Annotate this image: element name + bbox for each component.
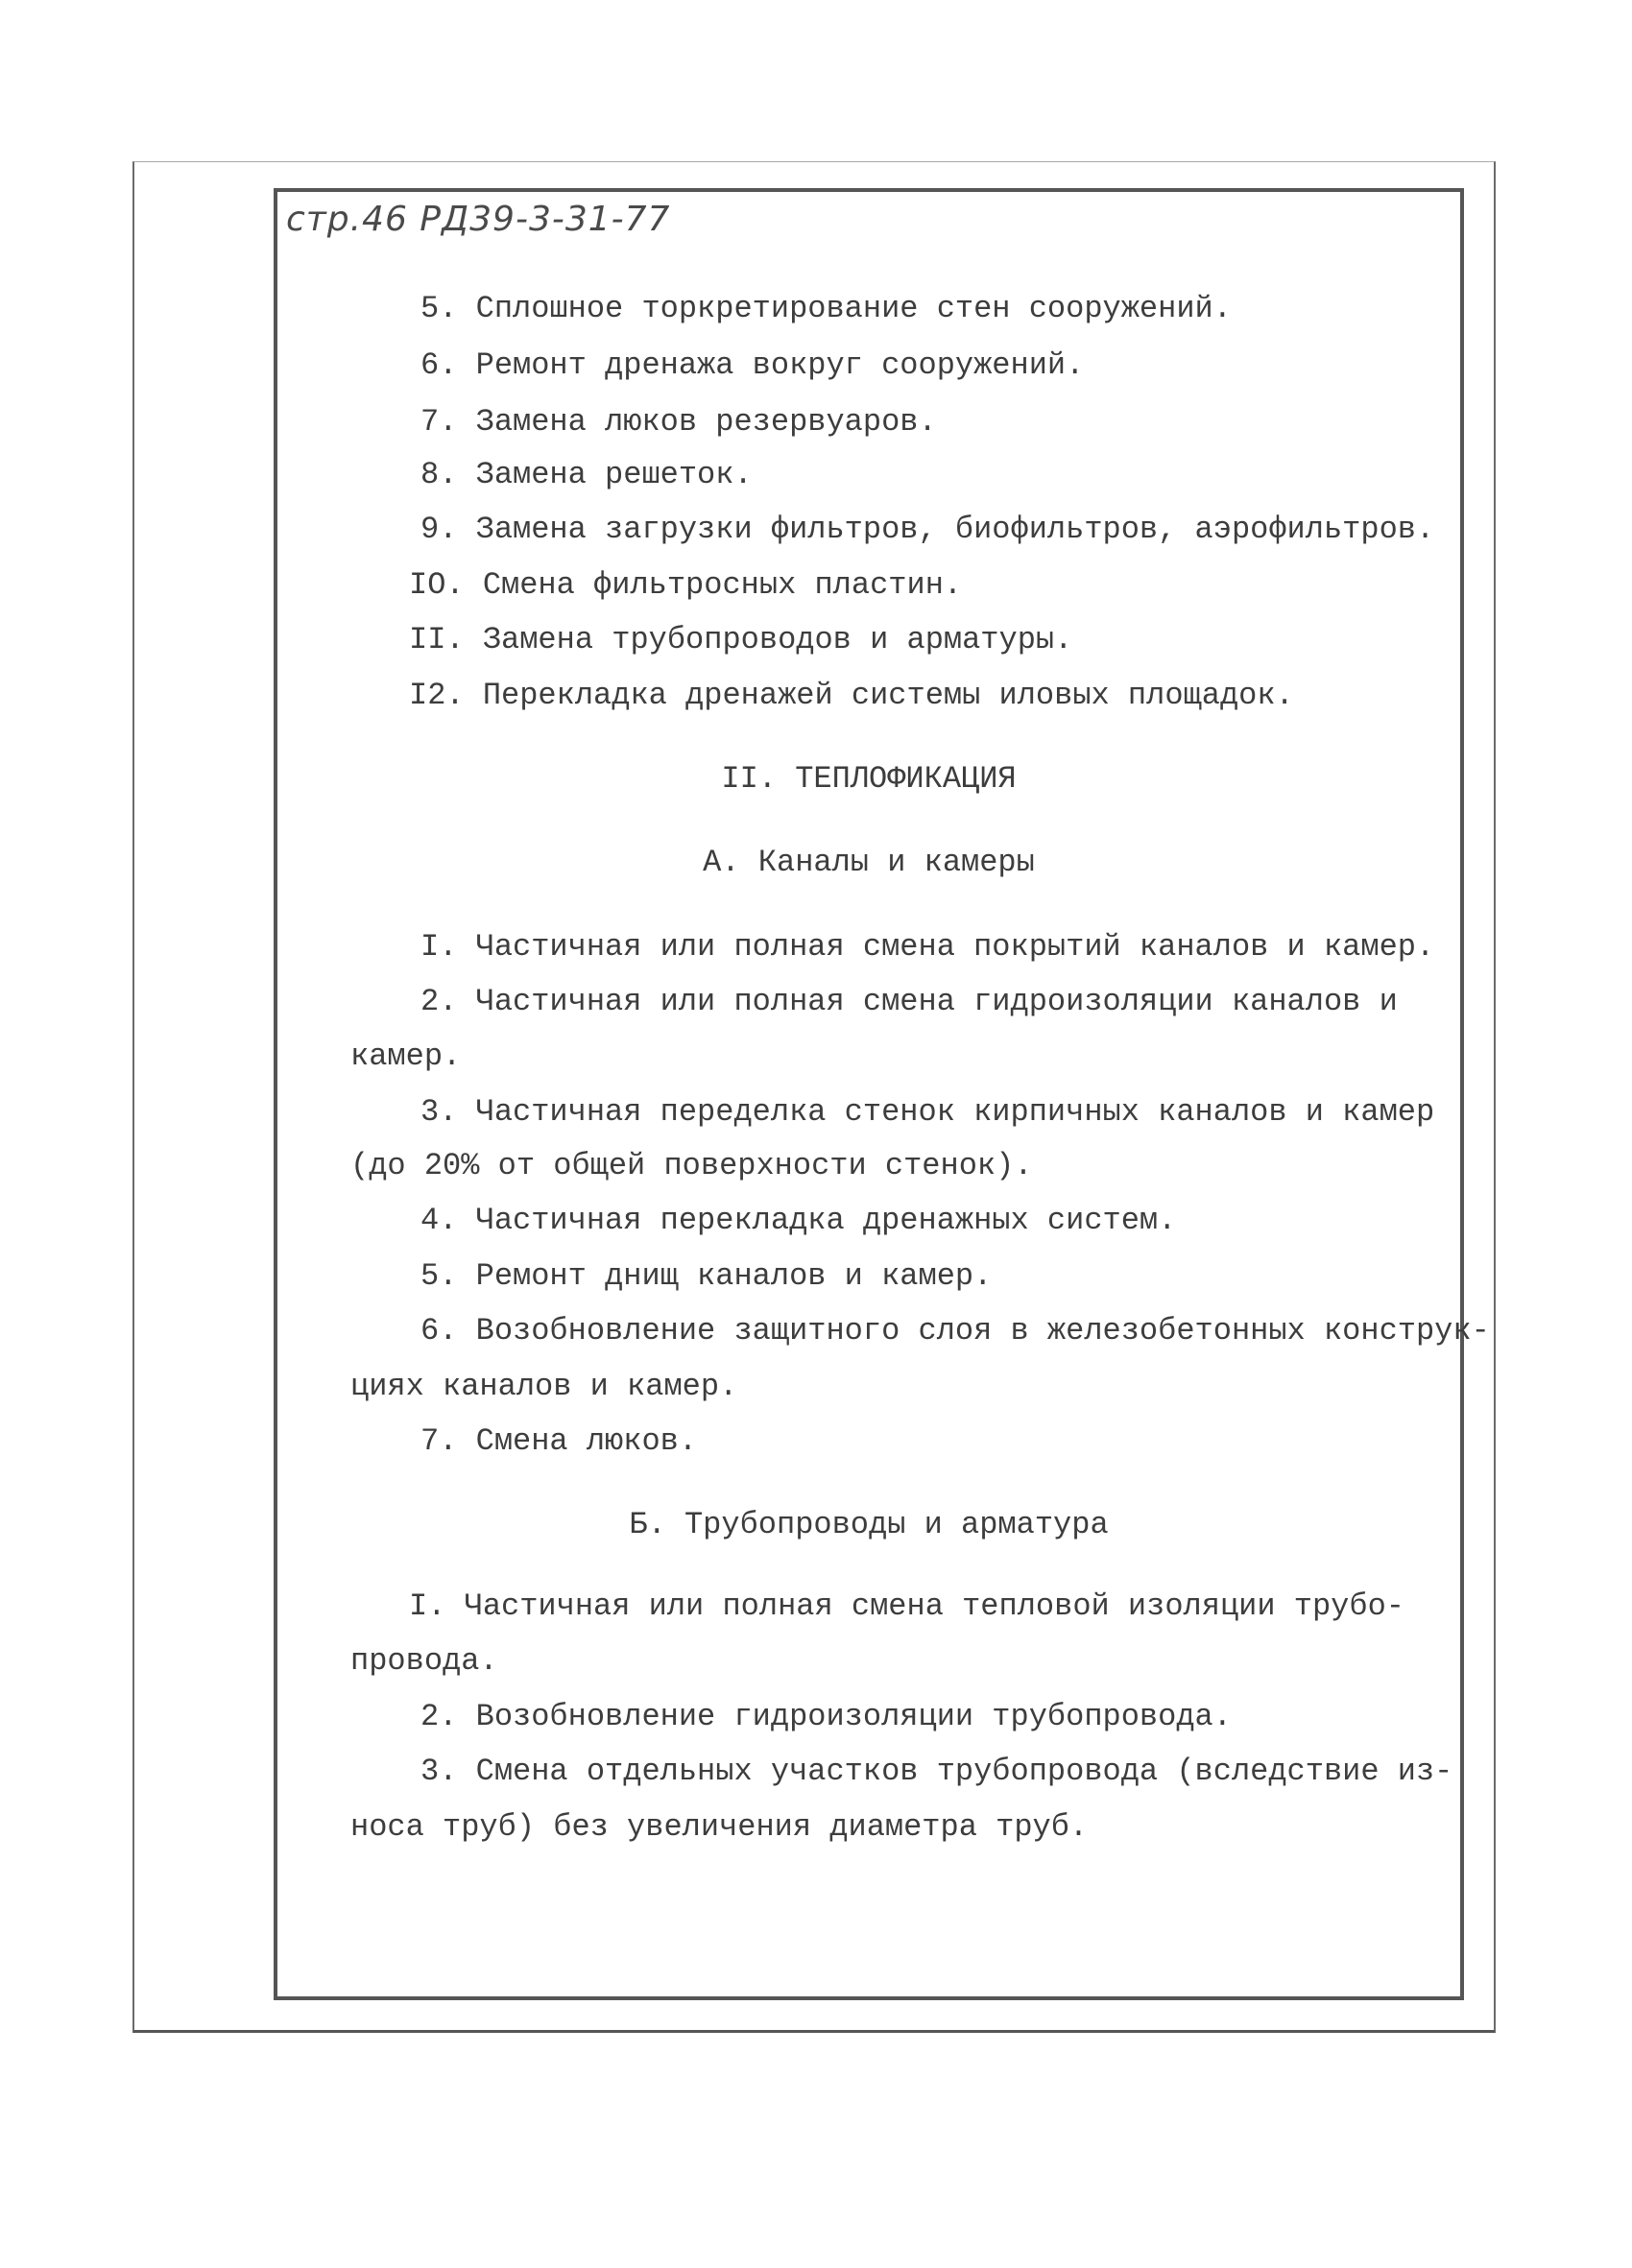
list-item: 6. Ремонт дренажа вокруг сооружений. — [420, 347, 1085, 383]
list-item: 3. Частичная переделка стенок кирпичных каналов и камер — [420, 1094, 1435, 1130]
list-item: 5. Сплошное торкретирование стен сооружений. — [420, 291, 1232, 326]
page-header-stamp: стр.46 РД39-3-31-77 — [286, 200, 671, 239]
subsection-title-a: А. Каналы и камеры — [703, 845, 1035, 880]
subsection-title-b: Б. Трубопроводы и арматура — [629, 1507, 1109, 1542]
list-item-continuation: носа труб) без увеличения диаметра труб. — [350, 1809, 1089, 1845]
list-item: 2. Возобновление гидроизоляции трубопровода. — [420, 1699, 1232, 1734]
list-item: 3. Смена отдельных участков трубопровода (вследствие из- — [420, 1754, 1453, 1789]
list-item: 8. Замена решеток. — [420, 457, 753, 492]
list-item: I. Частичная или полная смена покрытий каналов и камер. — [420, 929, 1435, 965]
list-item: 9. Замена загрузки фильтров, биофильтров, аэрофильтров. — [420, 512, 1435, 547]
list-item: 7. Смена люков. — [420, 1423, 698, 1459]
list-item-continuation: (до 20% от общей поверхности стенок). — [350, 1148, 1033, 1183]
list-item: IO. Смена фильтросных пластин. — [409, 567, 963, 603]
list-item: 5. Ремонт днищ каналов и камер. — [420, 1258, 993, 1294]
section-title: II. ТЕПЛОФИКАЦИЯ — [721, 761, 1017, 797]
list-item: 4. Частичная перекладка дренажных систем. — [420, 1203, 1177, 1238]
list-item: I2. Перекладка дренажей системы иловых площадок. — [409, 678, 1294, 713]
list-item: I. Частичная или полная смена тепловой изоляции трубо- — [409, 1588, 1404, 1624]
list-item: 2. Частичная или полная смена гидроизоляции каналов и — [420, 984, 1398, 1019]
list-item-continuation: циях каналов и камер. — [350, 1369, 738, 1404]
list-item: 6. Возобновление защитного слоя в железобетонных конструк- — [420, 1313, 1490, 1349]
list-item: 7. Замена люков резервуаров. — [420, 404, 937, 440]
list-item: II. Замена трубопроводов и арматуры. — [409, 622, 1073, 657]
list-item-continuation: камер. — [350, 1039, 462, 1074]
list-item-continuation: провода. — [350, 1643, 498, 1679]
